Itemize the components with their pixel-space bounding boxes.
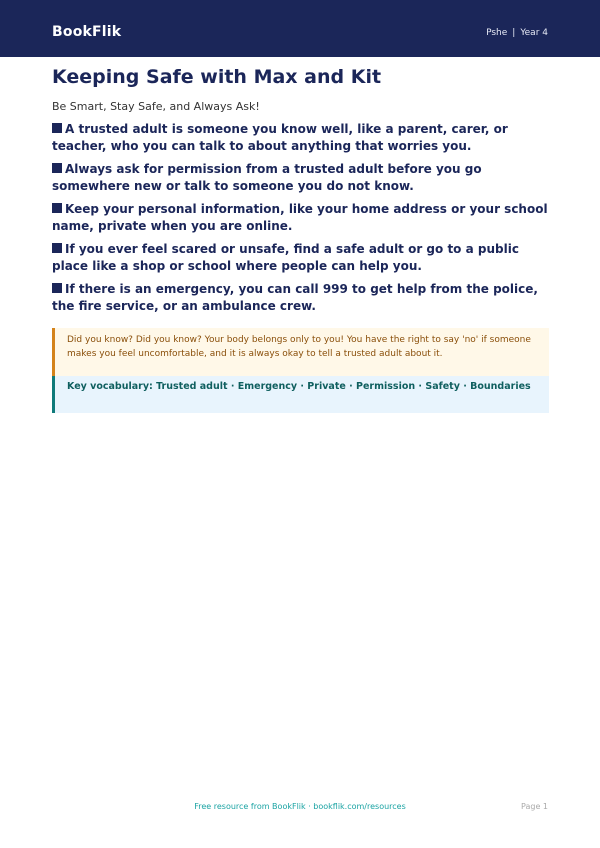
list-item [52, 281, 552, 315]
page-footer [0, 802, 600, 816]
header-meta [486, 28, 548, 38]
list-item [52, 161, 552, 195]
point-text: If you ever feel scared or unsafe, find a safe adult or go to a public place like a shop or school where people can help you. [52, 242, 519, 273]
square-bullet-icon [52, 283, 62, 293]
callout-text: Did you know? Did you know? Your body belongs only to you! You have the right to say 'no' if someone makes you feel uncomfortable, and it is always okay to tell a trusted adult about it. [67, 335, 531, 359]
page-title: Keeping Safe with Max and Kit [52, 66, 382, 88]
point-text: If there is an emergency, you can call 999 to get help from the police, the fire service, or an ambulance crew. [52, 282, 538, 313]
brand-logo[interactable]: BookFlik [52, 24, 122, 40]
point-text: Keep your personal information, like your home address or your school name, private when you are online. [52, 202, 548, 233]
list-item [52, 201, 552, 235]
point-text: A trusted adult is someone you know well, like a parent, carer, or teacher, who you can talk to about anything that worries you. [52, 122, 508, 153]
point-text: Always ask for permission from a trusted adult before you go somewhere new or talk to someone you do not know. [52, 162, 482, 193]
vocabulary-box [52, 376, 549, 413]
meta-separator: | [512, 28, 516, 38]
list-item [52, 241, 552, 275]
header-bar [0, 0, 600, 57]
square-bullet-icon [52, 123, 62, 133]
list-item [52, 121, 552, 155]
square-bullet-icon [52, 203, 62, 213]
subject-label: Pshe [486, 28, 508, 38]
footer-credit-link[interactable]: Free resource from BookFlik · bookflik.com/resources [194, 802, 406, 811]
page-subtitle: Be Smart, Stay Safe, and Always Ask! [52, 100, 260, 113]
key-points-list [52, 121, 552, 321]
square-bullet-icon [52, 163, 62, 173]
year-label: Year 4 [520, 28, 548, 38]
page-number: Page 1 [521, 802, 548, 811]
did-you-know-callout [52, 328, 549, 376]
vocabulary-text: Key vocabulary: Trusted adult · Emergency · Private · Permission · Safety · Boundaries [67, 381, 531, 392]
square-bullet-icon [52, 243, 62, 253]
